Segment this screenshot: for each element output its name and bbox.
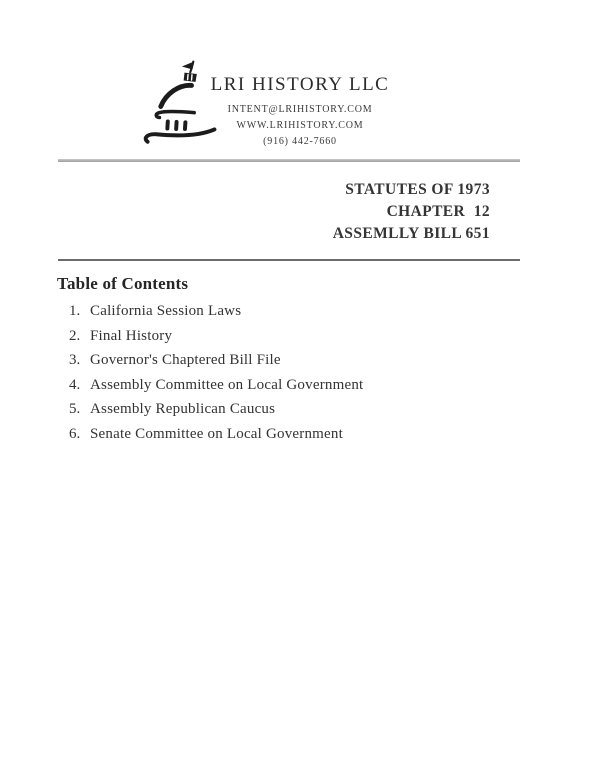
toc-item-label: Assembly Committee on Local Government [90, 376, 364, 393]
toc-item [69, 427, 363, 442]
company-name: LRI HISTORY LLC [210, 74, 390, 95]
toc-item-number: 4. [69, 376, 81, 393]
website-text: WWW.LRIHISTORY.COM [236, 120, 364, 131]
statutes-year-line: STATUTES OF 1973 [345, 181, 490, 198]
toc-item [69, 304, 363, 319]
chapter-line: CHAPTER 12 [386, 203, 490, 220]
statute-reference-block [333, 179, 490, 245]
toc-item-label: Senate Committee on Local Government [90, 425, 343, 442]
contact-block [0, 102, 600, 150]
toc-item-number: 1. [69, 303, 81, 319]
toc-item [69, 378, 363, 393]
toc-item-number: 3. [69, 352, 81, 368]
toc-item-label: Governor's Chaptered Bill File [90, 352, 281, 368]
email-text: INTENT@LRIHISTORY.COM [227, 104, 373, 115]
toc-item-number: 6. [69, 425, 81, 442]
toc-item [69, 402, 363, 417]
toc-item [69, 353, 363, 368]
toc-item-label: California Session Laws [90, 303, 242, 319]
horizontal-rule-top [58, 159, 520, 162]
toc-item-number: 5. [69, 401, 81, 417]
toc-item-number: 2. [69, 327, 81, 344]
toc-item-label: Assembly Republican Caucus [90, 401, 276, 417]
assembly-bill-line: ASSEMLLY BILL 651 [332, 225, 490, 242]
toc-item [69, 329, 363, 344]
toc-list [69, 304, 363, 451]
horizontal-rule-bottom [58, 259, 520, 261]
phone-text: (916) 442-7660 [263, 136, 337, 147]
letterhead [0, 74, 600, 150]
toc-title: Table of Contents [57, 274, 189, 293]
toc-item-label: Final History [90, 327, 173, 344]
